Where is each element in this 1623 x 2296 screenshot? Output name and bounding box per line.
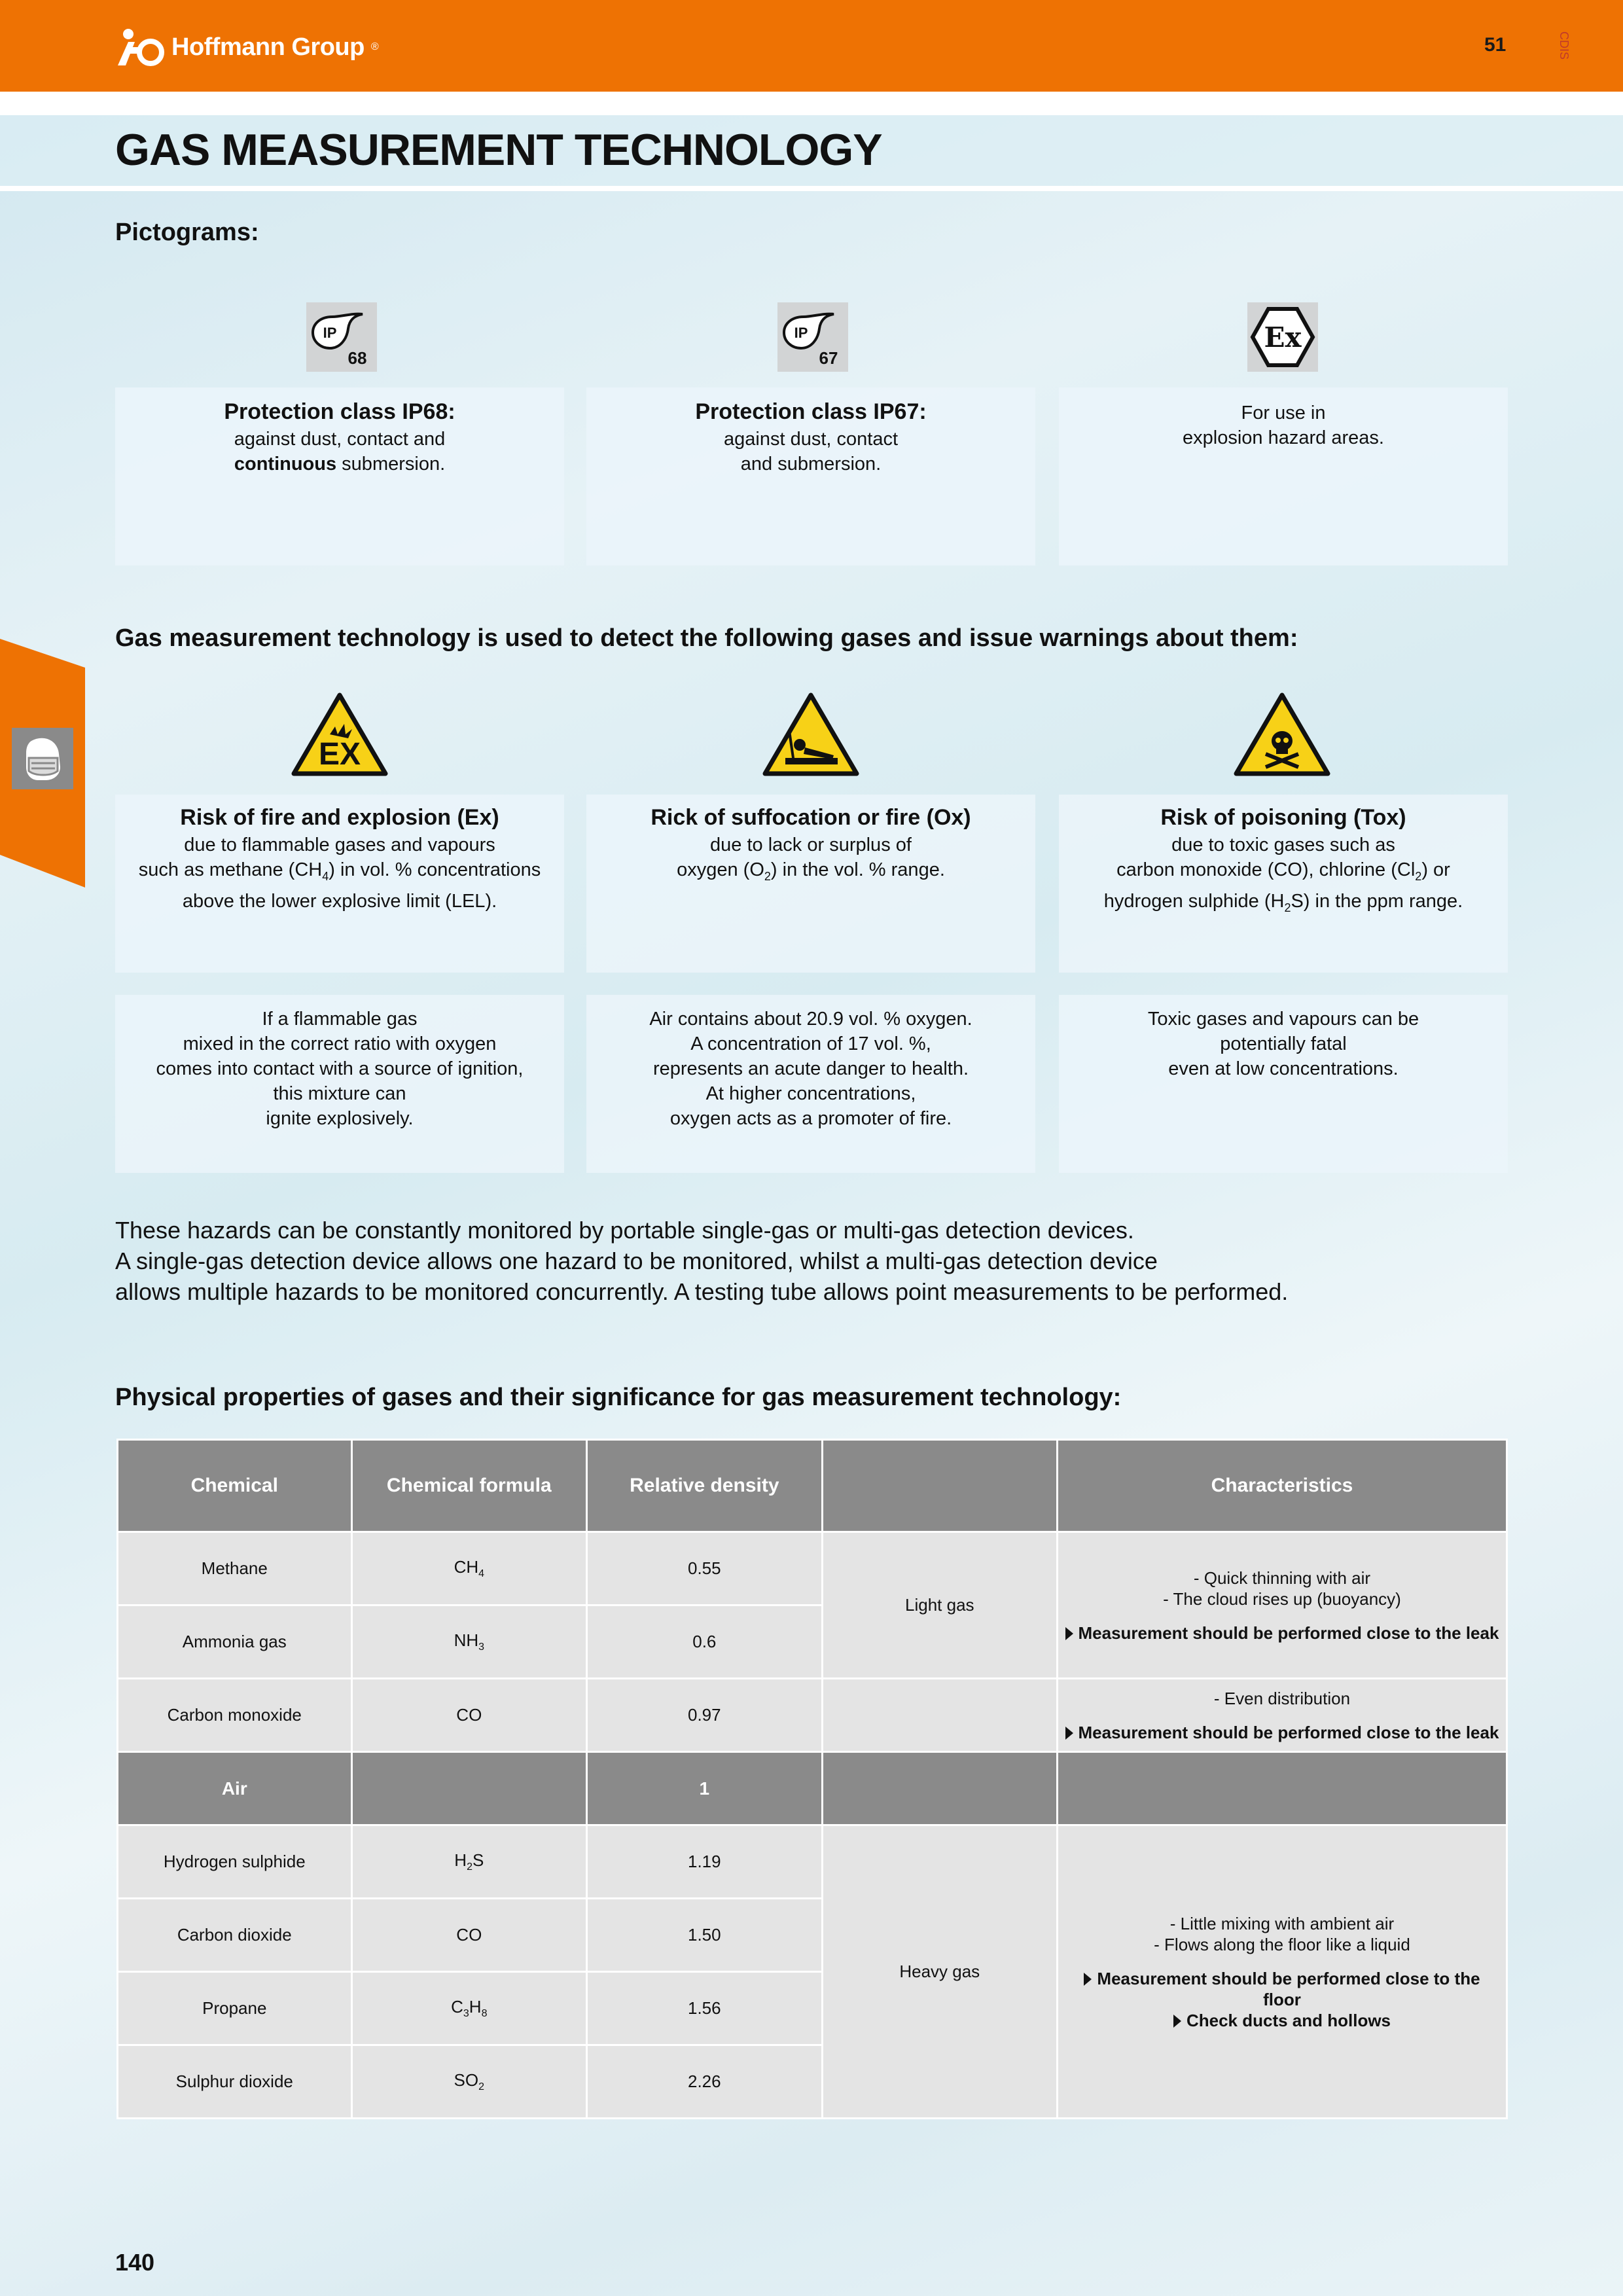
- gas-ex-line2: such as methane $(CH_4)$ in vol. % concentrations: [138, 859, 541, 883]
- detail-tox-line: even at low concentrations.: [1168, 1058, 1399, 1079]
- cell-density: 2.26: [587, 2045, 823, 2119]
- gas-card-ex: [115, 795, 564, 973]
- gas-ex-title: Risk of fire and explosion (Ex): [180, 805, 499, 830]
- ip68-desc-bold: continuous: [234, 454, 337, 475]
- detail-ox-line: A concentration of 17 vol. %,: [690, 1033, 931, 1054]
- cell-density: 0.97: [587, 1679, 823, 1752]
- gas-ox-line1: due to lack or surplus of: [710, 834, 912, 855]
- paragraph-line: A single-gas detection device allows one hazard to be monitored, whilst a multi-gas detection device: [115, 1247, 1158, 1274]
- ip67-badge: IP: [794, 325, 808, 341]
- ex-desc-line2: explosion hazard areas.: [1183, 427, 1384, 448]
- ex-badge: Ex: [1264, 321, 1302, 353]
- gas-card-ox: [586, 795, 1035, 973]
- cell-char-co: [1057, 1679, 1507, 1752]
- ip68-icon: [306, 302, 377, 372]
- ip68-badge: IP: [323, 325, 337, 341]
- cell-empty: [1057, 1752, 1507, 1825]
- table-row: [118, 1825, 1507, 1899]
- cell-chemical: Air: [118, 1752, 352, 1825]
- gas-card-tox: [1059, 795, 1508, 973]
- ip67-desc-line1: against dust, contact: [724, 429, 898, 450]
- detail-tox-line: Toxic gases and vapours can be: [1147, 1009, 1419, 1030]
- poison-warning-icon: [1233, 691, 1331, 778]
- footer-page-number: 140: [115, 2249, 155, 2276]
- table-heading: Physical properties of gases and their significance for gas measurement technology:: [115, 1384, 1122, 1411]
- char-heavy-note: Measurement should be performed close to the floor: [1063, 1968, 1501, 2010]
- gas-ox-title: Rick of suffocation or fire (Ox): [651, 805, 971, 830]
- explosion-warning-icon: [291, 691, 389, 778]
- cell-density: 0.6: [587, 1605, 823, 1679]
- table-row-air: [118, 1752, 1507, 1825]
- detail-tox-line: potentially fatal: [1220, 1033, 1347, 1054]
- cell-formula: $CH_4$: [351, 1532, 587, 1605]
- cell-chemical: Carbon monoxide: [118, 1679, 352, 1752]
- cell-formula: [351, 1752, 587, 1825]
- ip67-badge-number: 67: [819, 348, 838, 368]
- char-light-line: - Quick thinning with air: [1193, 1568, 1371, 1588]
- detail-card-tox: [1059, 995, 1508, 1173]
- col-group: [822, 1440, 1057, 1532]
- paragraph-line: allows multiple hazards to be monitored concurrently. A testing tube allows point measurements to be performed.: [115, 1278, 1289, 1305]
- table-header-row: [118, 1440, 1507, 1532]
- mask-icon: [12, 728, 73, 789]
- cell-formula: CO: [351, 1899, 587, 1972]
- gas-tox-line2: carbon monoxide (CO), chlorine $(Cl_2)$ or: [1116, 859, 1450, 883]
- cell-chemical: Hydrogen sulphide: [118, 1825, 352, 1899]
- col-density: Relative density: [587, 1440, 823, 1532]
- cell-density: 1.56: [587, 1972, 823, 2045]
- suffocation-warning-icon: [762, 691, 860, 778]
- arrow-right-icon: [1173, 2015, 1181, 2028]
- col-formula: Chemical formula: [351, 1440, 587, 1532]
- cell-heavy-gas: Heavy gas: [822, 1825, 1057, 2119]
- gas-ox-line2: oxygen $(O_2)$ in the vol. % range.: [677, 859, 945, 883]
- cell-chemical: Propane: [118, 1972, 352, 2045]
- gas-tox-line1: due to toxic gases such as: [1171, 834, 1395, 855]
- cell-chemical: Methane: [118, 1532, 352, 1605]
- gas-tox-title: Risk of poisoning (Tox): [1160, 805, 1406, 830]
- brand-logo[interactable]: [115, 27, 379, 67]
- table-row: [118, 1679, 1507, 1752]
- gas-tox-line3: hydrogen sulphide $(H_2S)$ in the ppm range.: [1103, 890, 1463, 914]
- monitoring-paragraph: [115, 1215, 1288, 1307]
- pictogram-card-ex: [1059, 387, 1508, 565]
- char-light-line: - The cloud rises up (buoyancy): [1163, 1588, 1401, 1609]
- page-title: GAS MEASUREMENT TECHNOLOGY: [115, 125, 882, 175]
- gases-heading: Gas measurement technology is used to detect the following gases and issue warnings about them:: [115, 624, 1298, 652]
- arrow-right-icon: [1084, 1973, 1092, 1986]
- table-row: [118, 1532, 1507, 1605]
- detail-card-ex: [115, 995, 564, 1173]
- cell-empty: [822, 1752, 1057, 1825]
- col-chemical: Chemical: [118, 1440, 352, 1532]
- char-heavy-note2: Check ducts and hollows: [1063, 2010, 1501, 2031]
- detail-card-ox: [586, 995, 1035, 1173]
- cell-chemical: Sulphur dioxide: [118, 2045, 352, 2119]
- detail-ox-line: At higher concentrations,: [705, 1083, 916, 1104]
- cell-formula: CO: [351, 1679, 587, 1752]
- header-code: CDIS: [1558, 31, 1571, 60]
- cell-formula: $SO_2$: [351, 2045, 587, 2119]
- pictograms-heading: Pictograms:: [115, 219, 259, 246]
- ip67-desc-line2: and submersion.: [740, 454, 882, 475]
- cell-char-light: [1057, 1532, 1507, 1679]
- cell-density: 0.55: [587, 1532, 823, 1605]
- ip68-desc-rest: submersion.: [336, 454, 446, 475]
- ex-desc-line1: For use in: [1241, 403, 1326, 423]
- detail-ex-line: this mixture can: [273, 1083, 406, 1104]
- cell-formula: $H_2S$: [351, 1825, 587, 1899]
- detail-ox-line: Air contains about 20.9 vol. % oxygen.: [649, 1009, 972, 1030]
- detail-ex-line: ignite explosively.: [266, 1108, 414, 1129]
- pictogram-card-ip68: [115, 387, 564, 565]
- cell-chemical: Ammonia gas: [118, 1605, 352, 1679]
- ip67-icon: [777, 302, 848, 372]
- ex-icon: [1247, 302, 1318, 372]
- cell-formula: $NH_3$: [351, 1605, 587, 1679]
- arrow-right-icon: [1065, 1627, 1073, 1640]
- explosion-sign-text: EX: [318, 737, 361, 772]
- char-light-note: Measurement should be performed close to the leak: [1063, 1623, 1501, 1643]
- brand-registered: ®: [370, 41, 379, 52]
- cell-density: 1.50: [587, 1899, 823, 1972]
- cell-density: 1: [587, 1752, 823, 1825]
- char-co-line: - Even distribution: [1213, 1688, 1351, 1708]
- char-heavy-line: - Little mixing with ambient air: [1169, 1913, 1395, 1933]
- cell-chemical: Carbon dioxide: [118, 1899, 352, 1972]
- cell-char-heavy: [1057, 1825, 1507, 2119]
- gas-properties-table: [116, 1439, 1508, 2119]
- cell-formula: $C_3H_8$: [351, 1972, 587, 2045]
- char-co-note: Measurement should be performed close to the leak: [1063, 1722, 1501, 1743]
- header-divider: [0, 92, 1623, 115]
- header-bar: [0, 0, 1623, 92]
- brand-name: Hoffmann Group: [171, 33, 365, 61]
- detail-ex-line: mixed in the correct ratio with oxygen: [183, 1033, 497, 1054]
- paragraph-line: These hazards can be constantly monitored by portable single-gas or multi-gas detection devices.: [115, 1217, 1134, 1244]
- ip67-title: Protection class IP67:: [695, 399, 927, 424]
- arrow-right-icon: [1065, 1727, 1073, 1740]
- header-page-number: 51: [1484, 34, 1507, 56]
- hoffmann-logo-icon: [115, 27, 165, 67]
- title-bar: [0, 115, 1623, 191]
- ip68-desc-line1: against dust, contact and: [234, 429, 446, 450]
- detail-ox-line: represents an acute danger to health.: [652, 1058, 969, 1079]
- gas-ex-line1: due to flammable gases and vapours: [184, 834, 495, 855]
- detail-ex-line: If a flammable gas: [262, 1009, 418, 1030]
- cell-light-gas: Light gas: [822, 1532, 1057, 1679]
- cell-empty: [822, 1679, 1057, 1752]
- char-heavy-line: - Flows along the floor like a liquid: [1154, 1934, 1410, 1954]
- gas-ex-line3: above the lower explosive limit (LEL).: [182, 890, 497, 912]
- ip68-badge-number: 68: [348, 348, 367, 368]
- detail-ex-line: comes into contact with a source of ignition,: [156, 1058, 524, 1079]
- ip68-desc-line2: [115, 452, 564, 476]
- col-characteristics: Characteristics: [1057, 1440, 1507, 1532]
- cell-density: 1.19: [587, 1825, 823, 1899]
- detail-ox-line: oxygen acts as a promoter of fire.: [669, 1108, 952, 1129]
- pictogram-card-ip67: [586, 387, 1035, 565]
- ip68-title: Protection class IP68:: [224, 399, 455, 424]
